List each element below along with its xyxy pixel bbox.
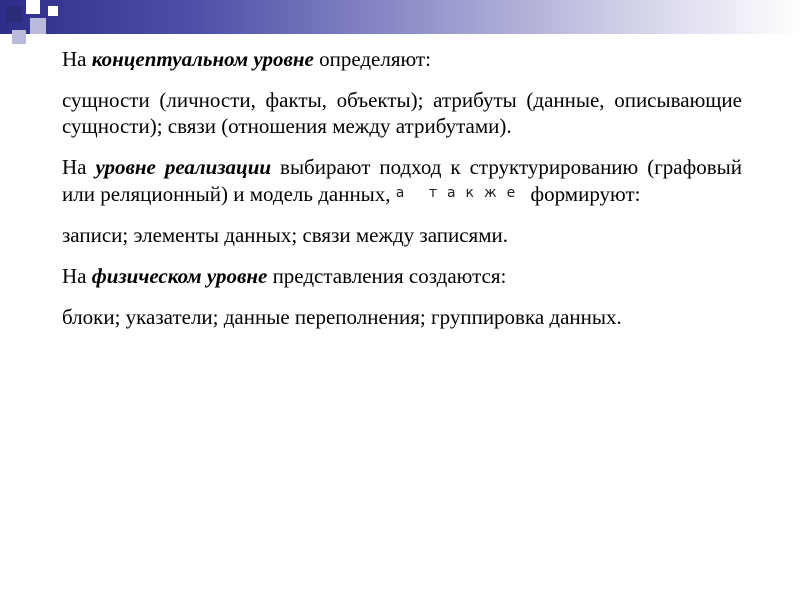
square-white-1: [26, 0, 40, 14]
paragraph-entities: [62, 87, 742, 139]
text: На: [62, 264, 92, 288]
square-light-1: [30, 18, 46, 34]
paragraph-blocks: [62, 304, 742, 330]
text: определяют:: [313, 47, 431, 71]
text: сущности (личности, факты, объекты); атрибуты (данные, описывающие сущности); связи (отношения между атрибутами).: [62, 88, 742, 138]
spaced-text: а также: [395, 185, 526, 201]
text: блоки; указатели; данные переполнения; группировка данных.: [62, 305, 622, 329]
paragraph-physical: [62, 263, 742, 289]
text: представления создаются:: [267, 264, 507, 288]
square-white-3: [2, 44, 12, 54]
text: На: [62, 47, 92, 71]
square-light-2: [12, 30, 26, 44]
slide-body: [62, 46, 742, 345]
paragraph-implementation: [62, 154, 742, 207]
text: формируют:: [525, 182, 641, 206]
emphasis-implementation-level: уровне реализации: [95, 155, 272, 179]
square-white-2: [48, 6, 58, 16]
emphasis-conceptual-level: концептуальном уровне: [91, 47, 314, 71]
header-gradient-bar: [0, 0, 800, 34]
text: На: [62, 155, 96, 179]
square-dark-1: [6, 6, 22, 22]
paragraph-conceptual: [62, 46, 742, 72]
emphasis-physical-level: физическом уровне: [91, 264, 268, 288]
decorative-squares: [0, 0, 70, 70]
text: записи; элементы данных; связи между записями.: [62, 223, 508, 247]
text: выбирают подход к структурированию (графовый или реляционный) и модель данных,: [62, 155, 742, 206]
paragraph-records: [62, 222, 742, 248]
